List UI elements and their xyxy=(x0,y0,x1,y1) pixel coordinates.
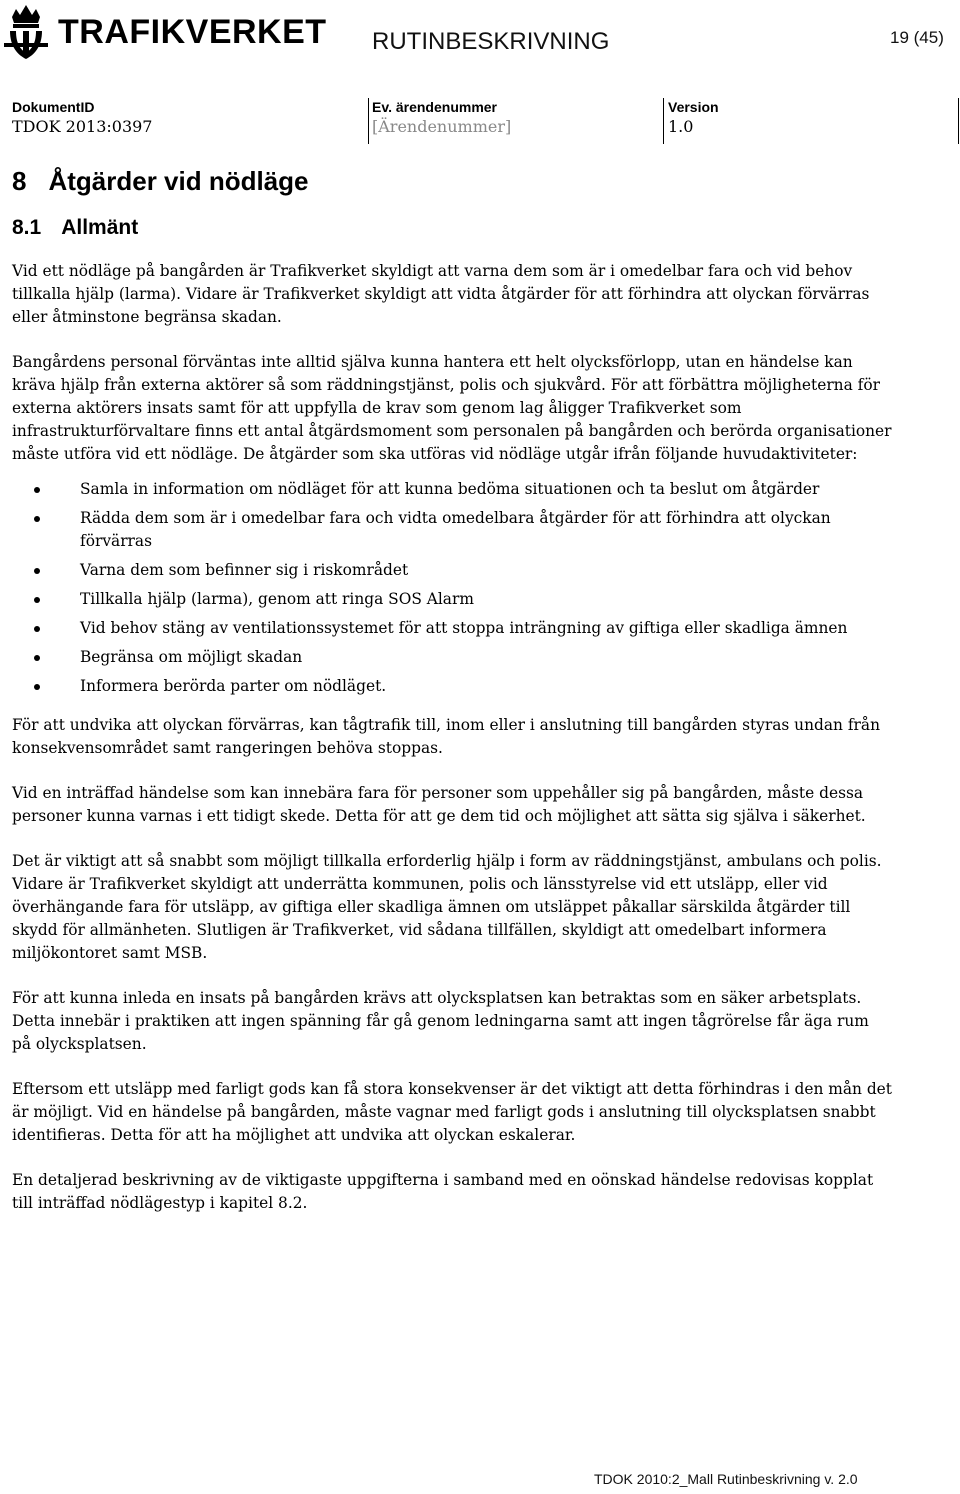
crown-icon xyxy=(2,3,50,61)
document-id-label: DokumentID xyxy=(12,99,95,115)
paragraph: För att undvika att olyckan förvärras, kan tågtrafik till, inom eller i anslutning till bangården styras undan från konsekvensområdet samt rangeringen behöva stoppas. xyxy=(12,716,880,757)
paragraph: Eftersom ett utsläpp med farligt gods kan få stora konsekvenser är det viktigt att detta förhindras i den mån det är möjligt. Vid en händelse på bangården, måste vagnar med farligt gods i anslutning till olycksplatsen snabbt identifieras. Detta för att ha möjlighet att undvika att olyckan eskalerar. xyxy=(12,1080,892,1144)
subsection-number: 8.1 xyxy=(12,216,42,239)
document-id-value: TDOK 2013:0397 xyxy=(12,117,153,136)
meta-version xyxy=(668,98,719,138)
meta-divider xyxy=(368,98,369,144)
activity-list xyxy=(12,478,892,698)
case-number-label: Ev. ärendenummer xyxy=(372,99,498,115)
paragraph: Vid en inträffad händelse som kan innebära fara för personer som uppehåller sig på bangården, måste dessa personer kunna varnas i ett tidigt skede. Detta för att ge dem tid och möjlighet att sätta sig själva i säkerhet. xyxy=(12,784,866,825)
logo-wordmark: TRAFIKVERKET xyxy=(58,13,327,51)
meta-document-id xyxy=(12,98,152,138)
meta-case-number xyxy=(372,98,511,138)
meta-divider xyxy=(958,98,959,144)
version-value: 1.0 xyxy=(668,117,694,136)
page-number: 19 (45) xyxy=(890,28,944,47)
list-item: Samla in information om nödläget för att kunna bedöma situationen och ta beslut om åtgärder xyxy=(12,478,892,501)
subsection-title: Allmänt xyxy=(61,216,139,239)
section-title: Åtgärder vid nödläge xyxy=(48,166,309,196)
section-number: 8 xyxy=(12,166,27,196)
paragraph: Bangårdens personal förväntas inte alltid själva kunna hantera ett helt olycksförlopp, utan en händelse kan kräva hjälp från externa aktörer så som räddningstjänst, polis och sjukvård. För att förbättra möjligheterna för externa aktörers insats samt för att uppfylla de krav som genom lag åligger Trafikverket som infrastrukturförvaltare finns ett antal åtgärdsmoment som personalen på bangården och berörda organisationer måste utföra vid ett nödläge. De åtgärder som ska utföras vid nödläge utgår ifrån följande huvudaktiviteter: xyxy=(12,353,892,463)
document-type: RUTINBESKRIVNING xyxy=(372,28,610,55)
paragraph: För att kunna inleda en insats på bangården krävs att olycksplatsen kan betraktas som en säker arbetsplats. Detta innebär i praktiken att ingen spänning får gå genom ledningarna samt att ingen tågrörelse får äga rum på olycksplatsen. xyxy=(12,989,869,1053)
trafikverket-logo xyxy=(2,2,327,62)
list-item: Begränsa om möjligt skadan xyxy=(12,646,892,669)
meta-divider xyxy=(663,98,664,144)
body-content xyxy=(12,260,892,1237)
subsection-heading xyxy=(12,216,138,240)
paragraph: En detaljerad beskrivning av de viktigaste uppgifterna i samband med en oönskad händelse redovisas kopplat till inträffad nödlägestyp i kapitel 8.2. xyxy=(12,1171,874,1212)
list-item: Tillkalla hjälp (larma), genom att ringa SOS Alarm xyxy=(12,588,892,611)
list-item: Rädda dem som är i omedelbar fara och vidta omedelbara åtgärder för att förhindra att olyckan förvärras xyxy=(12,507,892,553)
version-label: Version xyxy=(668,99,719,115)
list-item: Varna dem som befinner sig i riskområdet xyxy=(12,559,892,582)
list-item: Informera berörda parter om nödläget. xyxy=(12,675,892,698)
footer-template-id: TDOK 2010:2_Mall Rutinbeskrivning v. 2.0 xyxy=(594,1471,858,1487)
paragraph: Det är viktigt att så snabbt som möjligt tillkalla erforderlig hjälp i form av räddningstjänst, ambulans och polis. Vidare är Trafikverket skyldigt att underrätta kommunen, polis och länsstyrelse vid ett utsläpp, eller vid överhängande fara för utsläpp, av giftiga eller skadliga ämnen om utsläppet påkallar särskilda åtgärder till skydd för allmänheten. Slutligen är Trafikverket, vid sådana tillfällen, skyldigt att omedelbart informera miljökontoret samt MSB. xyxy=(12,852,882,962)
section-heading xyxy=(12,166,309,197)
list-item: Vid behov stäng av ventilationssystemet för att stoppa inträngning av giftiga eller skadliga ämnen xyxy=(12,617,892,640)
paragraph: Vid ett nödläge på bangården är Trafikverket skyldigt att varna dem som är i omedelbar fara och vid behov tillkalla hjälp (larma). Vidare är Trafikverket skyldigt att vidta åtgärder för att förhindra att olyckan förvärras eller åtminstone begränsa skadan. xyxy=(12,262,870,326)
case-number-value: [Ärendenummer] xyxy=(372,117,512,136)
